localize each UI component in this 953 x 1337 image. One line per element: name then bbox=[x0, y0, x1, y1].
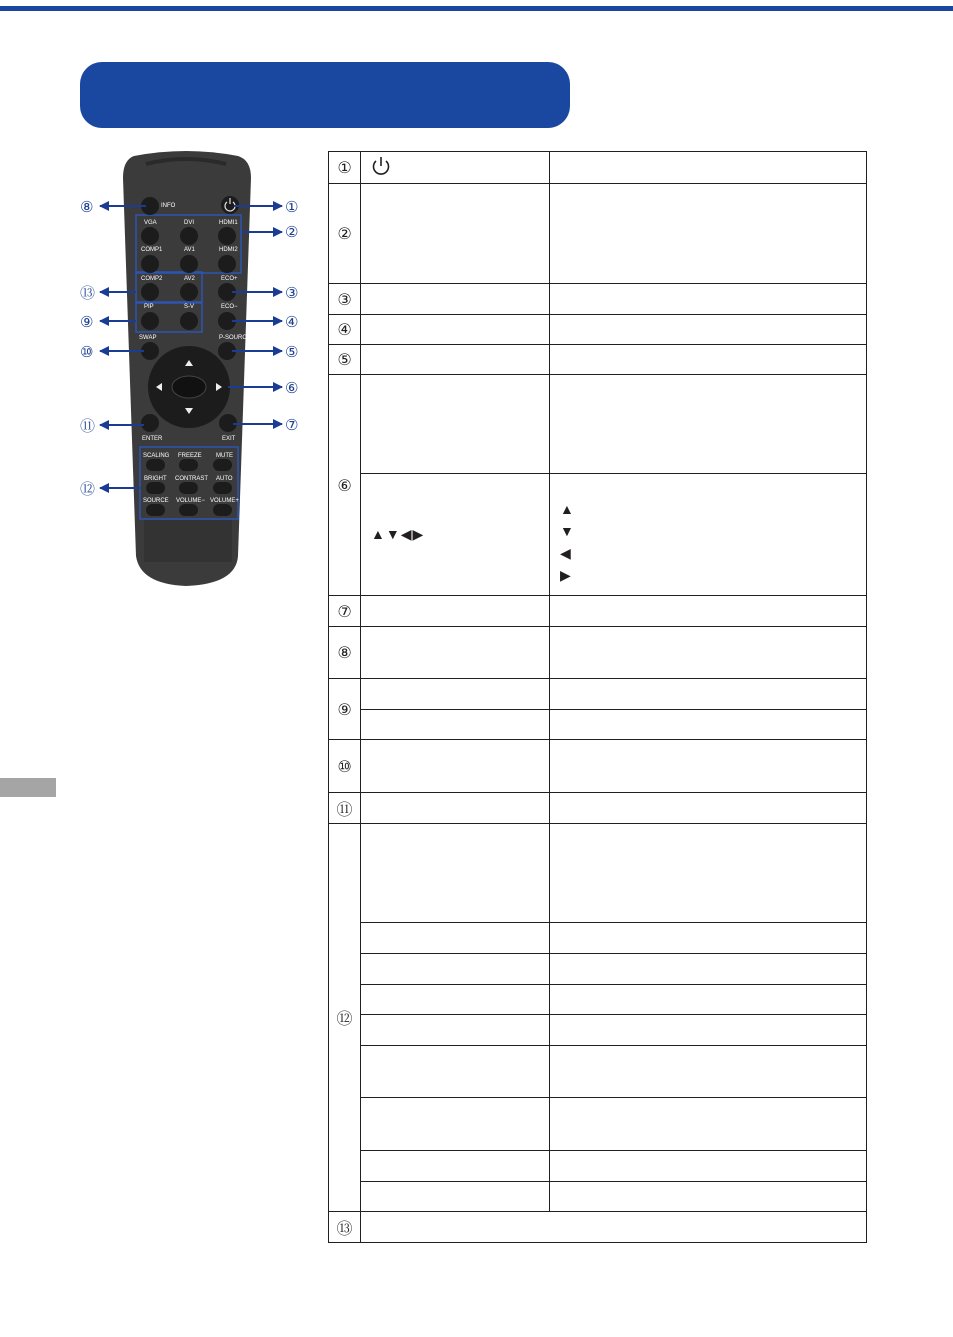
scaling-label: SCALING bbox=[143, 453, 170, 459]
comp1-label: COMP1 bbox=[141, 247, 163, 253]
row-name bbox=[361, 923, 550, 954]
callout-num-7: ⑦ bbox=[285, 416, 299, 434]
row-name bbox=[361, 315, 550, 345]
hdmi2-label: HDMI2 bbox=[219, 247, 238, 253]
row-desc bbox=[550, 284, 867, 315]
row-name bbox=[361, 284, 550, 315]
row-name bbox=[361, 824, 550, 923]
row-desc bbox=[550, 152, 867, 184]
pip-button bbox=[141, 312, 159, 330]
row-number: ⑧ bbox=[329, 627, 361, 679]
row-name bbox=[361, 627, 550, 679]
arrow-left-icon: ◀ bbox=[400, 526, 413, 542]
callout-num-4: ④ bbox=[285, 313, 299, 331]
row-name bbox=[361, 345, 550, 375]
dvi-label: DVI bbox=[184, 220, 195, 226]
row-desc bbox=[550, 345, 867, 375]
mute-button bbox=[213, 459, 232, 471]
source-label: SOURCE bbox=[143, 498, 169, 504]
arrow-down-icon: ▼ bbox=[560, 522, 574, 539]
row-desc bbox=[550, 710, 867, 740]
row-desc bbox=[550, 315, 867, 345]
arrow-right-icon: ▶ bbox=[412, 526, 425, 542]
freeze-button bbox=[179, 459, 198, 471]
row-number: ③ bbox=[329, 284, 361, 315]
table-row bbox=[329, 315, 867, 345]
row-number: ⑦ bbox=[329, 596, 361, 627]
hdmi1-button bbox=[218, 227, 236, 245]
table-row bbox=[329, 985, 867, 1015]
row-desc bbox=[550, 923, 867, 954]
row-desc bbox=[550, 954, 867, 985]
row-desc bbox=[550, 679, 867, 710]
table-row bbox=[329, 710, 867, 740]
table-row bbox=[329, 596, 867, 627]
row-number: ⑩ bbox=[329, 740, 361, 793]
arrow-right-icon: ▶ bbox=[560, 566, 571, 583]
vga-button bbox=[141, 227, 159, 245]
table-row bbox=[329, 345, 867, 375]
row-name bbox=[361, 793, 550, 824]
row-number: ⑪ bbox=[329, 793, 361, 824]
section-banner bbox=[80, 62, 570, 128]
row-name bbox=[361, 679, 550, 710]
row-name bbox=[361, 184, 550, 284]
row-name bbox=[361, 1015, 550, 1046]
dvi-button bbox=[180, 227, 198, 245]
callout-num-2: ② bbox=[285, 223, 299, 241]
table-row bbox=[329, 284, 867, 315]
table-row bbox=[329, 474, 867, 596]
swap-label: SWAP bbox=[139, 335, 157, 341]
enter-label: ENTER bbox=[142, 436, 163, 442]
row-name bbox=[361, 710, 550, 740]
auto-button bbox=[213, 482, 232, 494]
contrast-label: CONTRAST bbox=[175, 476, 208, 482]
table-row bbox=[329, 1046, 867, 1098]
volume-minus-button bbox=[179, 504, 198, 516]
arrow-keys-cell bbox=[361, 474, 550, 596]
hdmi2-button bbox=[218, 255, 236, 273]
table-row bbox=[329, 152, 867, 184]
arrow-up-icon: ▲ bbox=[371, 526, 386, 542]
row-desc bbox=[550, 1015, 867, 1046]
pip-label: PIP bbox=[144, 304, 154, 310]
power-icon bbox=[371, 155, 391, 177]
callout-num-5: ⑤ bbox=[285, 343, 299, 361]
bright-button bbox=[146, 482, 165, 494]
eco-minus-label: ECO− bbox=[221, 304, 238, 310]
row-name bbox=[361, 1098, 550, 1151]
auto-label: AUTO bbox=[216, 476, 233, 482]
vga-label: VGA bbox=[144, 220, 157, 226]
function-table bbox=[328, 151, 867, 1243]
row-number: ⑨ bbox=[329, 679, 361, 740]
enter-button bbox=[141, 414, 159, 432]
row-desc bbox=[550, 1046, 867, 1098]
remote-illustration bbox=[76, 148, 316, 588]
row-name bbox=[361, 740, 550, 793]
row-number: ⑥ bbox=[329, 375, 361, 596]
callout-num-6: ⑥ bbox=[285, 379, 299, 397]
hdmi1-label: HDMI1 bbox=[219, 220, 238, 226]
eco-plus-label: ECO+ bbox=[221, 276, 238, 282]
av1-label: AV1 bbox=[184, 247, 195, 253]
power-cell bbox=[361, 152, 550, 184]
table-row bbox=[329, 375, 867, 474]
table-row bbox=[329, 627, 867, 679]
s-v-button bbox=[180, 312, 198, 330]
callout-num-3: ③ bbox=[285, 284, 299, 302]
table-row bbox=[329, 824, 867, 923]
volume-plus-button bbox=[213, 504, 232, 516]
row-desc bbox=[550, 793, 867, 824]
comp1-button bbox=[141, 255, 159, 273]
row-desc bbox=[550, 375, 867, 474]
row-desc bbox=[550, 985, 867, 1015]
row-name bbox=[361, 596, 550, 627]
table-row bbox=[329, 793, 867, 824]
row-desc bbox=[550, 1151, 867, 1182]
callout-num-1: ① bbox=[285, 198, 299, 216]
volume-plus-label: VOLUME+ bbox=[210, 498, 239, 504]
callout-num-13: ⑬ bbox=[80, 284, 96, 302]
row-desc bbox=[550, 184, 867, 284]
av2-button bbox=[180, 283, 198, 301]
remote-lower-panel bbox=[144, 520, 232, 562]
s-v-label: S-V bbox=[184, 304, 195, 310]
row-name bbox=[361, 1046, 550, 1098]
row-number: ④ bbox=[329, 315, 361, 345]
callout-num-9: ⑨ bbox=[80, 313, 94, 331]
table-row bbox=[329, 1015, 867, 1046]
table-row bbox=[329, 923, 867, 954]
row-number: ⑬ bbox=[329, 1212, 361, 1243]
callout-num-10: ⑩ bbox=[80, 343, 94, 361]
row-name bbox=[361, 985, 550, 1015]
table-row bbox=[329, 1182, 867, 1212]
row-name bbox=[361, 375, 550, 474]
side-tab bbox=[0, 778, 56, 797]
row-number: ⑤ bbox=[329, 345, 361, 375]
row-desc bbox=[550, 596, 867, 627]
table-row bbox=[329, 184, 867, 284]
arrow-left-icon: ◀ bbox=[560, 544, 571, 561]
table-row bbox=[329, 1151, 867, 1182]
row-desc bbox=[550, 627, 867, 679]
arrow-up-icon: ▲ bbox=[560, 500, 574, 517]
arrow-desc-cell bbox=[550, 474, 867, 596]
dpad-center bbox=[172, 376, 206, 398]
contrast-button bbox=[179, 482, 198, 494]
av1-button bbox=[180, 255, 198, 273]
row-number: ② bbox=[329, 184, 361, 284]
comp2-button bbox=[141, 283, 159, 301]
table-row bbox=[329, 954, 867, 985]
table-row bbox=[329, 740, 867, 793]
arrow-down-icon: ▼ bbox=[385, 526, 401, 542]
row-desc bbox=[550, 824, 867, 923]
row-desc bbox=[550, 1182, 867, 1212]
callout-num-11: ⑪ bbox=[80, 417, 96, 435]
av2-label: AV2 bbox=[184, 276, 195, 282]
callout-num-12: ⑫ bbox=[80, 480, 96, 498]
row-number: ① bbox=[329, 152, 361, 184]
p-source-label: P-SOURCE bbox=[219, 335, 251, 341]
volume-minus-label: VOLUME− bbox=[176, 498, 205, 504]
table-row bbox=[329, 679, 867, 710]
info-label: INFO bbox=[161, 203, 176, 209]
table-row bbox=[329, 1098, 867, 1151]
comp2-label: COMP2 bbox=[141, 276, 163, 282]
row-name bbox=[361, 1151, 550, 1182]
callout-num-8: ⑧ bbox=[80, 198, 94, 216]
row-number: ⑫ bbox=[329, 824, 361, 1212]
top-rule bbox=[0, 6, 953, 11]
row-desc bbox=[550, 740, 867, 793]
row-desc bbox=[550, 1098, 867, 1151]
row-desc bbox=[361, 1212, 867, 1243]
table-row bbox=[329, 1212, 867, 1243]
mute-label: MUTE bbox=[216, 453, 233, 459]
scaling-button bbox=[146, 459, 165, 471]
exit-label: EXIT bbox=[222, 436, 236, 442]
freeze-label: FREEZE bbox=[178, 453, 202, 459]
row-name bbox=[361, 954, 550, 985]
source-button bbox=[146, 504, 165, 516]
row-name bbox=[361, 1182, 550, 1212]
bright-label: BRIGHT bbox=[144, 476, 167, 482]
